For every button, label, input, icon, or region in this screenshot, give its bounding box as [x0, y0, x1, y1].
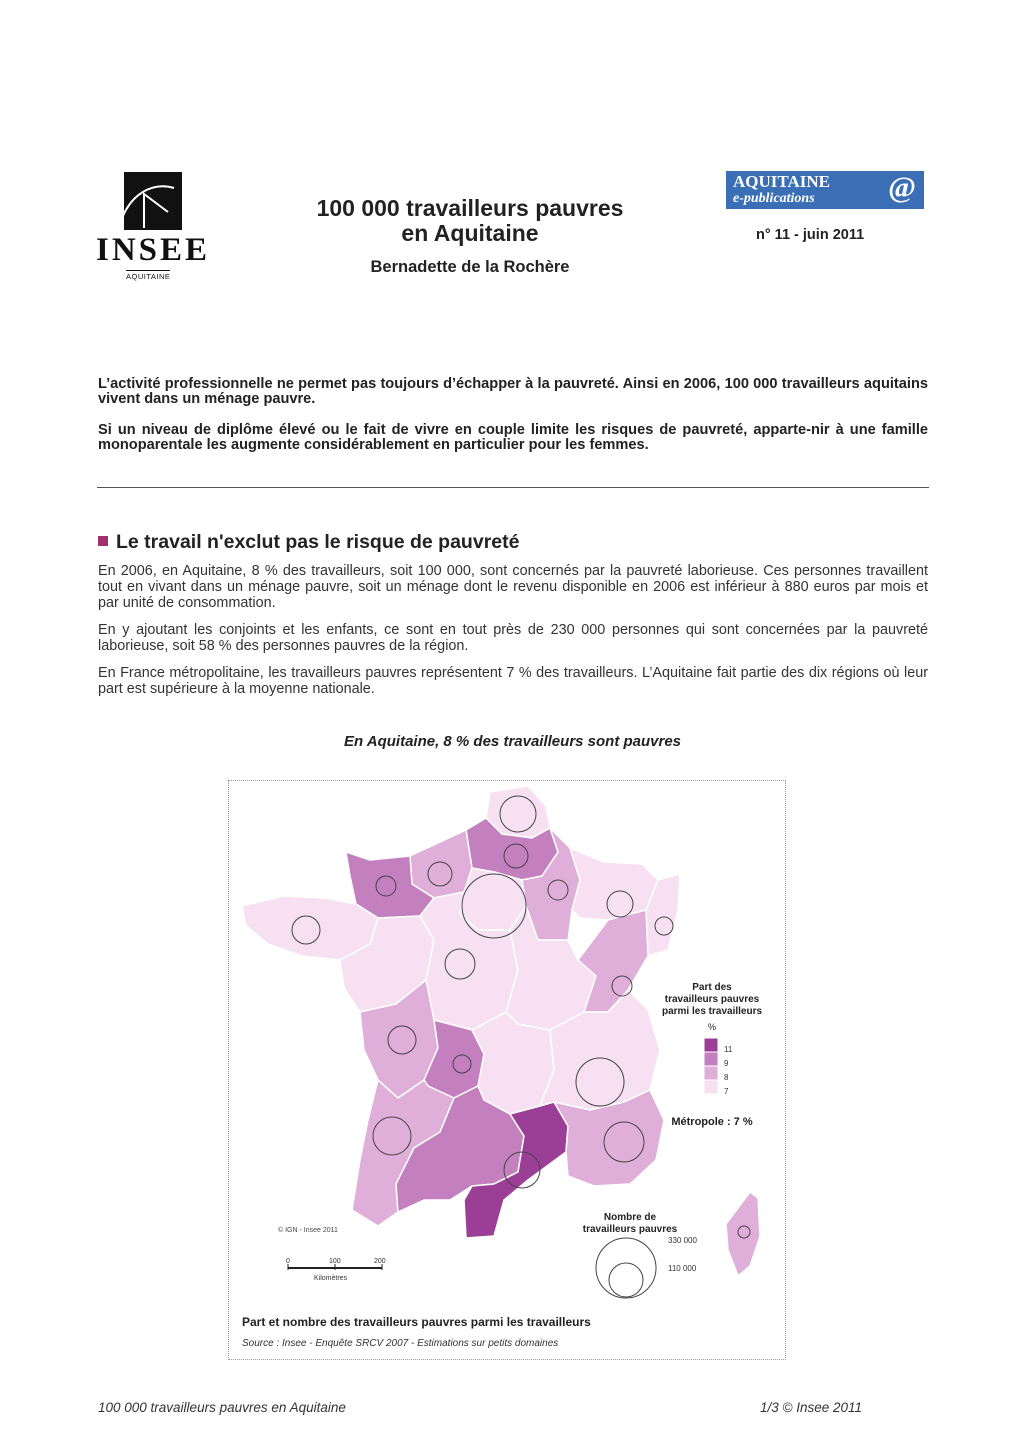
- circle-legend-value-small: 110 000: [668, 1264, 697, 1273]
- document-title: [230, 196, 710, 246]
- insee-logo-mark-icon: [124, 172, 182, 230]
- scale-label-1: 100: [329, 1258, 341, 1265]
- badge-line-1: AQUITAINE: [733, 172, 830, 191]
- at-icon: @: [888, 171, 916, 204]
- legend-label-9: 9: [724, 1059, 729, 1068]
- footer-page: 1/3 © Insee 2011: [760, 1400, 863, 1415]
- legend-swatch-9: [704, 1052, 718, 1066]
- legend-label-7: 7: [724, 1087, 729, 1096]
- issue-number: n° 11 - juin 2011: [756, 227, 865, 243]
- legend-label-8: 8: [724, 1073, 729, 1082]
- logo-word: INSEE: [96, 232, 211, 268]
- circle-legend-title-2: travailleurs pauvres: [582, 1224, 678, 1235]
- scale-label-0: 0: [286, 1258, 290, 1265]
- lead-paragraph-1: L’activité professionnelle ne permet pas toujours d’échapper à la pauvreté. Ainsi en 2006, 100 000 travailleurs aquitains vivent dans un ménage pauvre.: [98, 376, 928, 407]
- body-paragraph-2: En y ajoutant les conjoints et les enfants, ce sont en tout près de 230 000 personnes qui sont concernées par la pauvreté laborieuse, soit 58 % des personnes pauvres de la région.: [98, 622, 928, 654]
- divider: [97, 487, 929, 488]
- scale-unit: Kilomètres: [314, 1275, 348, 1282]
- body-paragraph-3: En France métropolitaine, les travailleurs pauvres représentent 7 % des travailleurs. L’Aquitaine fait partie des dix régions où leur part est supérieure à la moyenne nationale.: [98, 665, 928, 697]
- map-title: En Aquitaine, 8 % des travailleurs sont pauvres: [343, 733, 682, 750]
- scale-label-2: 200: [374, 1258, 386, 1265]
- publication-badge: [726, 171, 924, 209]
- circle-legend-large: [596, 1238, 656, 1298]
- legend-label-11: 11: [724, 1045, 733, 1054]
- badge-line-2: e-publications: [733, 191, 815, 206]
- legend-swatch-7: [704, 1080, 718, 1094]
- map-copyright: © IGN - Insee 2011: [278, 1227, 338, 1234]
- region-franche-comte: [578, 910, 648, 1012]
- legend-swatch-11: [704, 1038, 718, 1052]
- lead-paragraph-2: Si un niveau de diplôme élevé ou le fait de vivre en couple limite les risques de pauvreté, apparte-nir à une famille monoparentale les augmente considérablement en particulier pour les femmes.: [98, 422, 928, 453]
- legend-title-1: Part des: [692, 982, 732, 993]
- region-lorraine: [570, 848, 658, 920]
- title-line-2: en Aquitaine: [401, 220, 539, 246]
- footer-title: 100 000 travailleurs pauvres en Aquitaine: [98, 1400, 346, 1415]
- logo-subtitle: AQUITAINE: [126, 272, 171, 281]
- france-map: [228, 780, 786, 1360]
- map-caption: Part et nombre des travailleurs pauvres parmi les travailleurs: [242, 1315, 591, 1329]
- body-paragraph-1: En 2006, en Aquitaine, 8 % des travailleurs, soit 100 000, sont concernés par la pauvreté laborieuse. Ces personnes travaillent tout en vivant dans un ménage pauvre, soit un ménage dont le revenu disponible en 2006 est inférieur à 880 euros par mois et par unité de consommation.: [98, 563, 928, 611]
- circle-legend-title-1: Nombre de: [603, 1212, 657, 1223]
- author: Bernadette de la Rochère: [370, 258, 570, 276]
- section-heading: [98, 531, 519, 554]
- legend-title-2: travailleurs pauvres: [664, 994, 760, 1005]
- insee-logo: [96, 172, 211, 284]
- metropole-label: Métropole : 7 %: [671, 1116, 753, 1128]
- legend-swatch-8: [704, 1066, 718, 1080]
- legend-unit: %: [707, 1022, 717, 1032]
- circle-legend-value-large: 330 000: [668, 1236, 697, 1245]
- region-corse: [726, 1192, 760, 1276]
- circle-legend-small: [609, 1263, 643, 1297]
- title-line-1: 100 000 travailleurs pauvres: [316, 195, 624, 221]
- square-bullet-icon: [98, 536, 108, 546]
- legend-title-3: parmi les travailleurs: [661, 1006, 763, 1017]
- map-source: Source : Insee - Enquête SRCV 2007 - Estimations sur petits domaines: [242, 1338, 559, 1349]
- section-heading-text: Le travail n'exclut pas le risque de pauvreté: [116, 531, 520, 553]
